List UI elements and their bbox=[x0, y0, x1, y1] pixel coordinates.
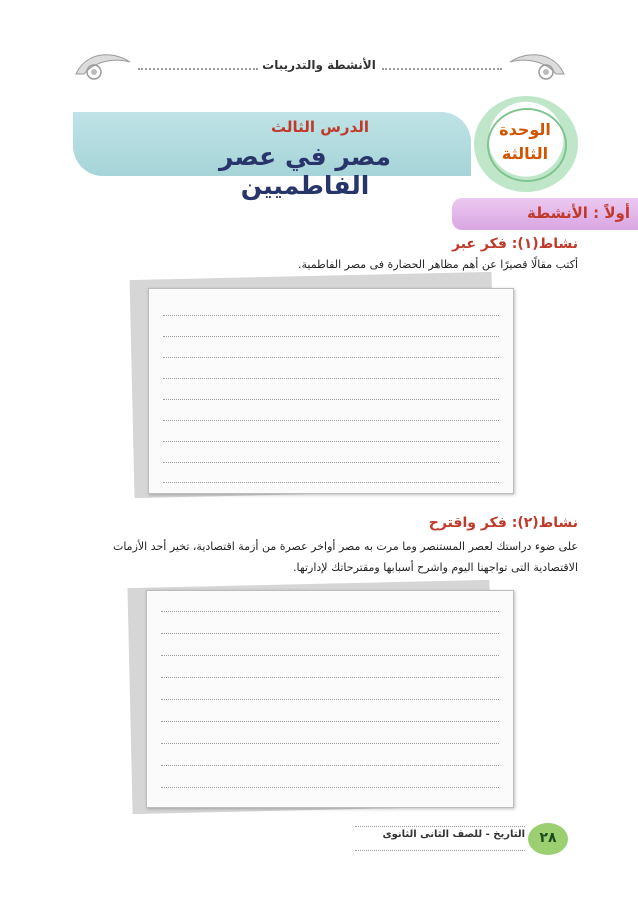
writing-line bbox=[163, 420, 499, 421]
writing-line bbox=[163, 482, 499, 483]
activity2-title: نشاط(٢): فكر واقترح bbox=[428, 515, 578, 531]
writing-line bbox=[163, 399, 499, 400]
unit-label-line1: الوحدة bbox=[499, 120, 551, 139]
footer-dotted-line-top bbox=[355, 826, 525, 827]
lesson-number: الدرس الثالث bbox=[270, 118, 370, 136]
footer-text: التاريخ - للصف الثانى الثانوى bbox=[382, 829, 525, 840]
writing-line bbox=[163, 462, 499, 463]
page-number: ٢٨ bbox=[539, 830, 557, 846]
writing-line bbox=[161, 633, 499, 634]
activity2-writing-box[interactable] bbox=[146, 590, 514, 808]
lesson-title: مصر في عصر الفاطميين bbox=[219, 142, 391, 200]
writing-line bbox=[161, 721, 499, 722]
writing-line bbox=[163, 378, 499, 379]
activity2-text-line2: الاقتصادية التى تواجهنا اليوم واشرح أسبابها ومقترحاتك لإدارتها. bbox=[293, 561, 578, 574]
unit-label-line2: الثالثة bbox=[501, 144, 549, 163]
writing-line bbox=[161, 655, 499, 656]
section-title: أولاً : الأنشطة bbox=[527, 204, 630, 222]
unit-label bbox=[484, 118, 566, 166]
header-title: الأنشطة والتدريبات bbox=[262, 58, 376, 72]
writing-line bbox=[163, 336, 499, 337]
writing-line bbox=[161, 611, 499, 612]
writing-line bbox=[161, 787, 499, 788]
activity1-writing-box[interactable] bbox=[148, 288, 514, 494]
activity1-title: نشاط(١): فكر عبر bbox=[452, 236, 578, 252]
writing-line bbox=[161, 765, 499, 766]
writing-line bbox=[161, 743, 499, 744]
writing-line bbox=[163, 357, 499, 358]
writing-line bbox=[161, 677, 499, 678]
footer-dotted-line-bottom bbox=[355, 850, 525, 851]
right-ornament-icon bbox=[506, 44, 568, 90]
writing-line bbox=[161, 699, 499, 700]
activity2-text-line1: على ضوء دراستك لعصر المستنصر وما مرت به مصر أواخر عصرة من أزمة اقتصادية، تخير أحد الأزمات bbox=[112, 540, 578, 553]
header-dotted-line-right bbox=[382, 68, 502, 70]
writing-line bbox=[163, 315, 499, 316]
activity1-text: أكتب مقالًا قصيرًا عن أهم مظاهر الحضارة فى مصر الفاطمية. bbox=[297, 258, 578, 271]
writing-line bbox=[163, 441, 499, 442]
